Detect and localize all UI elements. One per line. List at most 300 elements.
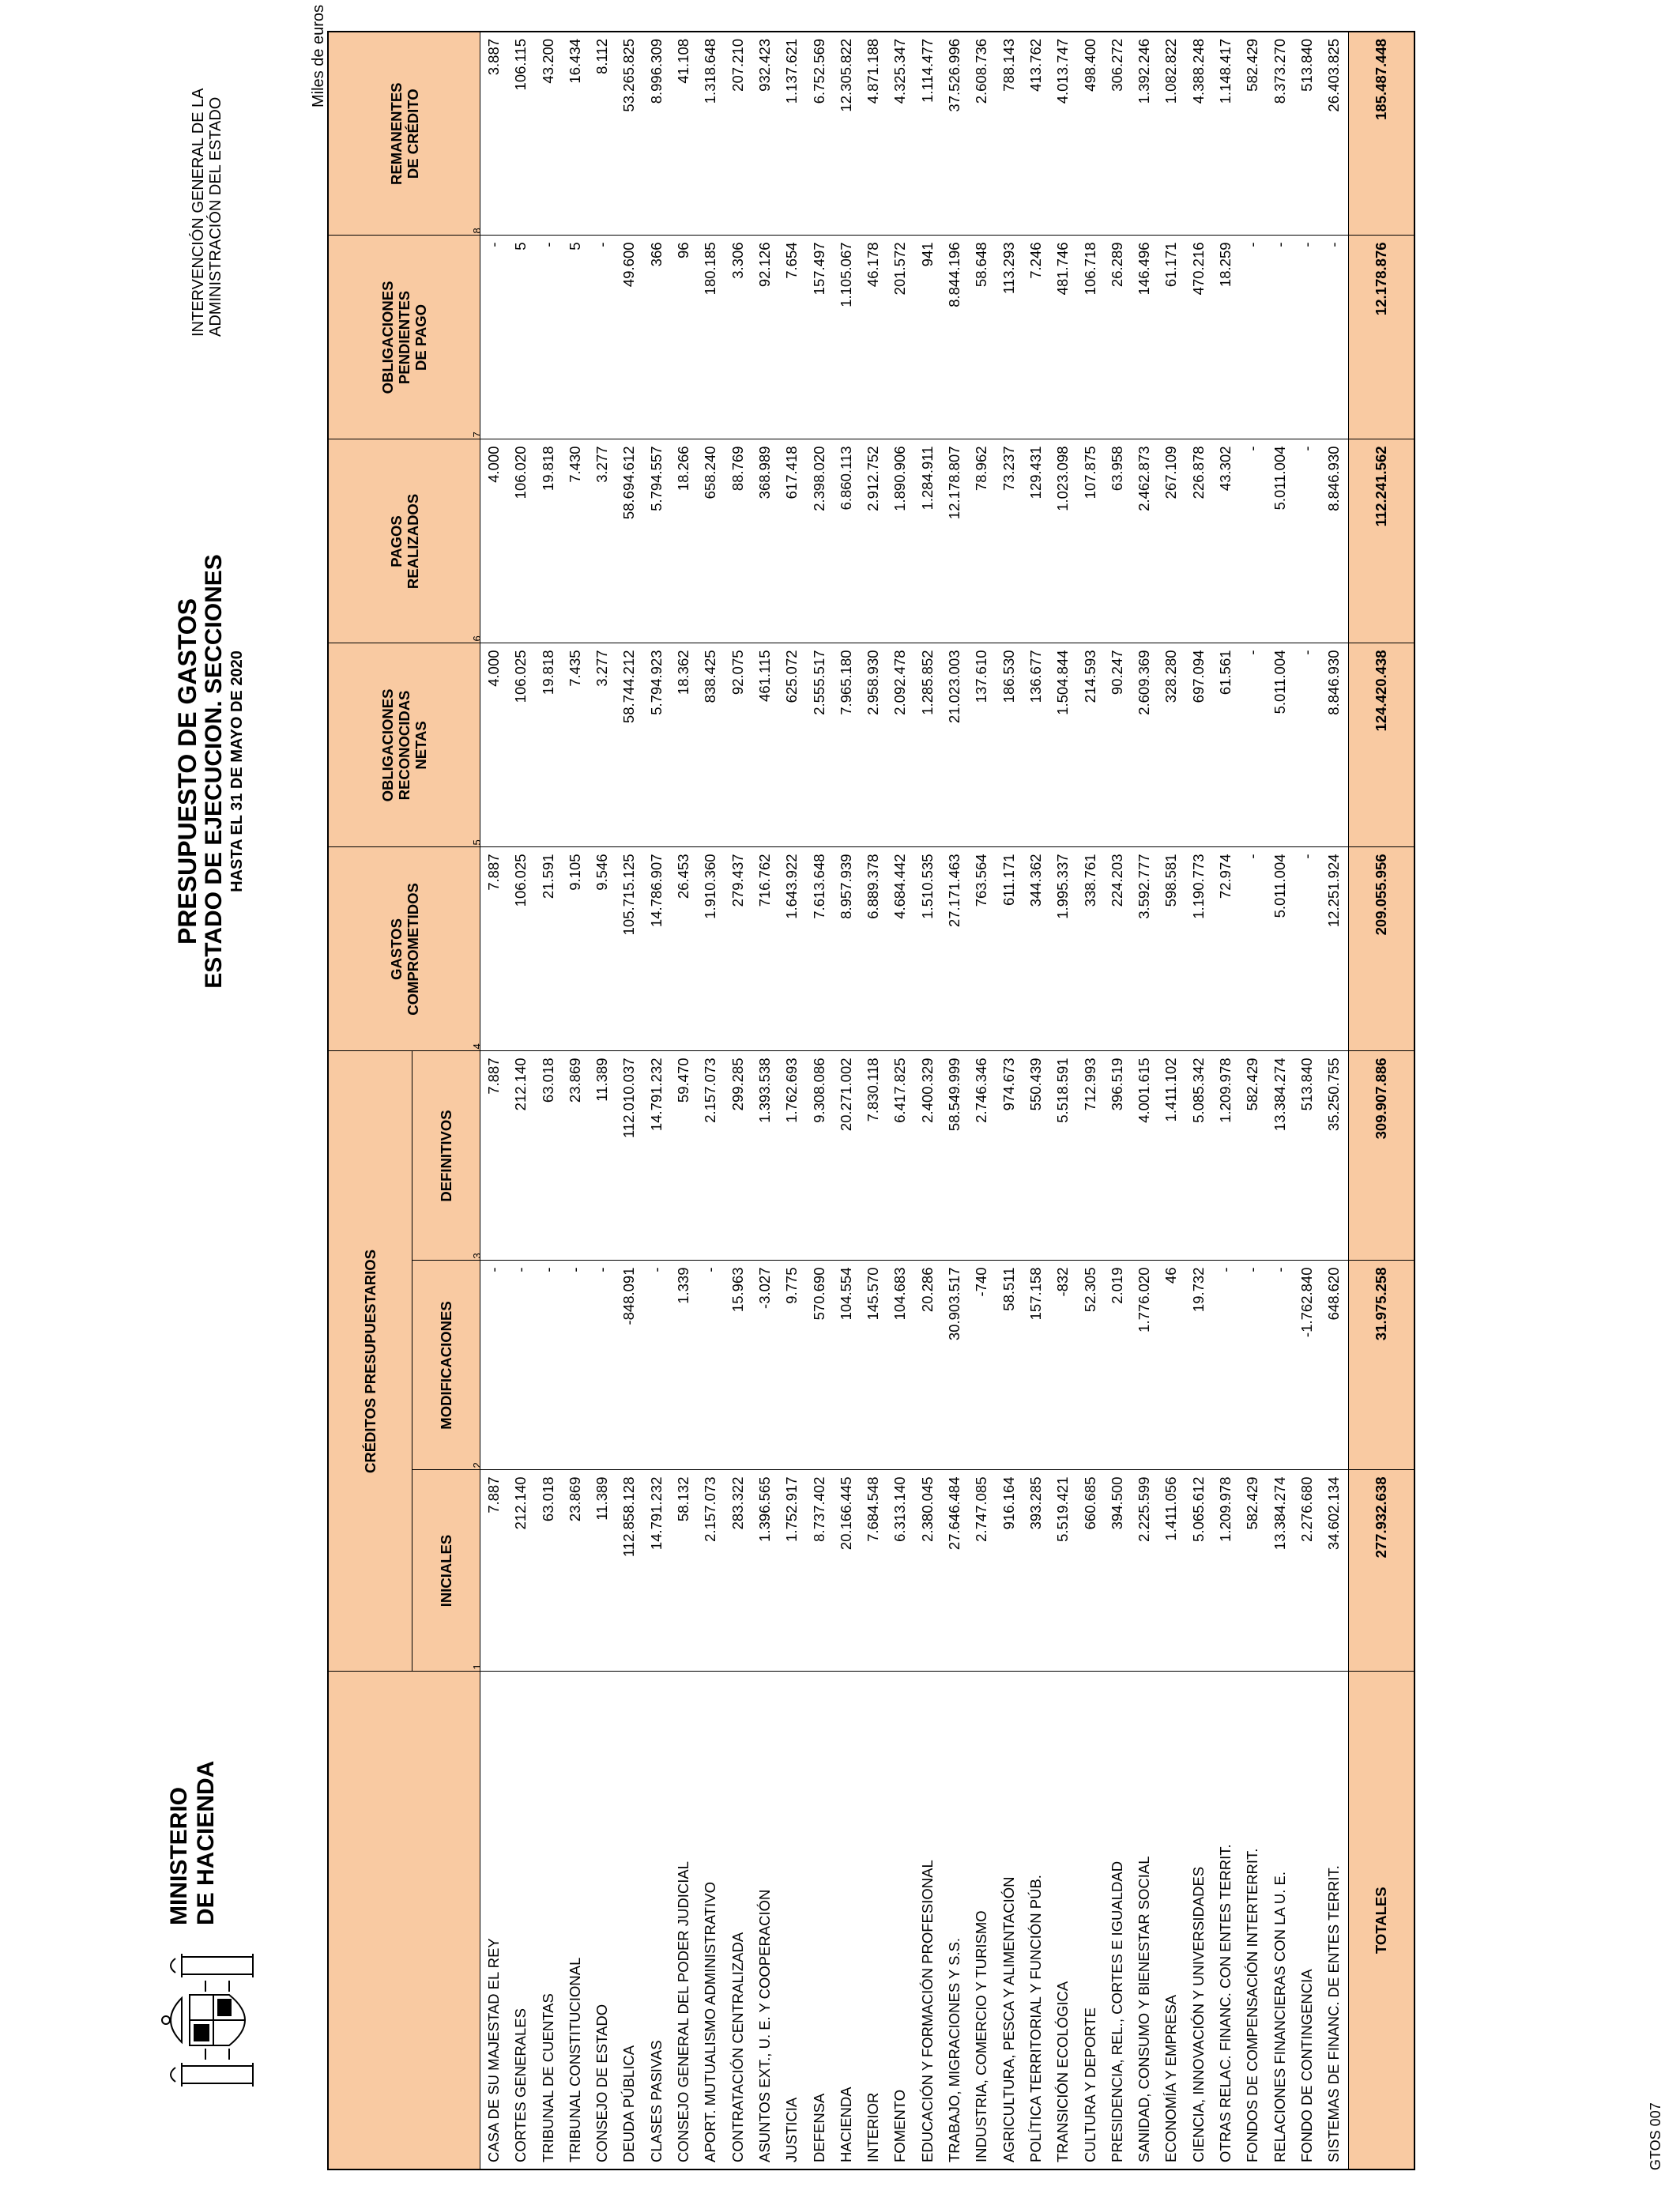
- cell-obligaciones-reconocidas: [833, 643, 860, 847]
- cell-modificaciones: [1320, 1261, 1348, 1470]
- section-name-text: INDUSTRIA, COMERCIO Y TURISMO: [973, 1910, 990, 2162]
- table-row: [887, 32, 913, 2169]
- cell-value: 53.265.825: [620, 38, 638, 112]
- cell-value: 106.718: [1081, 242, 1098, 296]
- cell-value: 2.225.599: [1136, 1476, 1153, 1542]
- cell-modificaciones: [833, 1261, 860, 1470]
- cell-value: 7.613.648: [810, 854, 827, 919]
- total-obligaciones-reconocidas: 124.420.438: [1348, 643, 1414, 847]
- cell-definitivos: [1212, 1051, 1239, 1261]
- cell-gastos-comprometidos: [1023, 847, 1049, 1051]
- cell-value: 14.791.232: [647, 1476, 665, 1551]
- cell-value: 5: [512, 242, 529, 251]
- cell-remanentes: [778, 32, 805, 236]
- cell-remanentes: [1267, 32, 1294, 236]
- cell-value: -: [1298, 446, 1315, 451]
- section-name-text: PRESIDENCIA, REL., CORTES E IGUALDAD: [1108, 1860, 1125, 2162]
- cell-value: 6.417.825: [891, 1057, 909, 1123]
- cell-value: -: [1244, 242, 1261, 247]
- cell-value: 941: [918, 242, 936, 267]
- cell-gastos-comprometidos: [996, 847, 1023, 1051]
- cell-obligaciones-pendientes: [996, 236, 1023, 439]
- cell-remanentes: [507, 32, 534, 236]
- cell-iniciales: [860, 1470, 887, 1672]
- cell-value: 12.178.807: [946, 446, 963, 520]
- total-modificaciones: 31.975.258: [1348, 1261, 1414, 1470]
- cell-value: 26.403.825: [1325, 38, 1343, 112]
- cell-remanentes: [562, 32, 589, 236]
- cell-value: -: [1271, 1267, 1288, 1272]
- cell-obligaciones-pendientes: [806, 236, 833, 439]
- section-name: [1212, 1672, 1239, 2169]
- cell-definitivos: [1023, 1051, 1049, 1261]
- cell-value: 19.732: [1189, 1267, 1207, 1313]
- cell-obligaciones-pendientes: [1049, 236, 1076, 439]
- table-row: [778, 32, 805, 2169]
- section-name: [1158, 1672, 1185, 2169]
- cell-value: 14.791.232: [647, 1057, 665, 1132]
- cell-obligaciones-pendientes: [941, 236, 968, 439]
- cell-value: 18.362: [675, 650, 692, 696]
- section-name-text: TRIBUNAL DE CUENTAS: [539, 1993, 556, 2162]
- table-row: [1239, 32, 1266, 2169]
- table-row: [643, 32, 670, 2169]
- cell-value: 1.995.337: [1054, 854, 1072, 919]
- cell-iniciales: [1131, 1470, 1158, 1672]
- cell-value: 11.389: [593, 1476, 611, 1521]
- column-number: 6: [471, 635, 483, 642]
- section-name: [1131, 1672, 1158, 2169]
- cell-obligaciones-reconocidas: [1294, 643, 1320, 847]
- cell-value: 582.429: [1244, 1057, 1261, 1111]
- cell-obligaciones-reconocidas: [778, 643, 805, 847]
- cell-obligaciones-reconocidas: [996, 643, 1023, 847]
- cell-definitivos: [751, 1051, 778, 1261]
- cell-remanentes: [1320, 32, 1348, 236]
- cell-obligaciones-reconocidas: [914, 643, 941, 847]
- cell-value: 1.396.565: [755, 1476, 773, 1542]
- cell-pagos-realizados: [1049, 439, 1076, 643]
- section-name-text: EDUCACIÓN Y FORMACIÓN PROFESIONAL: [918, 1860, 936, 2162]
- cell-definitivos: [1104, 1051, 1131, 1261]
- cell-iniciales: [996, 1470, 1023, 1672]
- section-name-text: CONSEJO DE ESTADO: [593, 2004, 611, 2162]
- header-modificaciones: MODIFICACIONES: [412, 1261, 480, 1470]
- report-date: HASTA EL 31 DE MAYO DE 2020: [228, 650, 246, 892]
- cell-definitivos: [778, 1051, 805, 1261]
- cell-gastos-comprometidos: [616, 847, 642, 1051]
- cell-value: 1.190.773: [1189, 854, 1207, 919]
- cell-remanentes: [1212, 32, 1239, 236]
- cell-value: -: [1244, 446, 1261, 451]
- cell-value: 598.581: [1162, 854, 1180, 907]
- cell-obligaciones-reconocidas: [1239, 643, 1266, 847]
- cell-value: 90.247: [1108, 650, 1125, 696]
- cell-obligaciones-pendientes: [1077, 236, 1104, 439]
- table-row: [562, 32, 589, 2169]
- cell-value: 7.246: [1026, 242, 1044, 279]
- cell-value: 58.549.999: [946, 1057, 963, 1132]
- cell-value: 2.747.085: [973, 1476, 990, 1542]
- cell-value: 2.276.680: [1298, 1476, 1315, 1542]
- cell-obligaciones-pendientes: [778, 236, 805, 439]
- cell-modificaciones: [643, 1261, 670, 1470]
- cell-value: 157.158: [1026, 1267, 1044, 1321]
- table-row: [1077, 32, 1104, 2169]
- report-title: PRESUPUESTO DE GASTOS: [173, 598, 202, 945]
- cell-iniciales: [1049, 1470, 1076, 1672]
- cell-modificaciones: [471, 1261, 508, 1470]
- cell-value: 5.011.004: [1271, 650, 1288, 714]
- cell-definitivos: [616, 1051, 642, 1261]
- cell-value: 660.685: [1081, 1476, 1098, 1530]
- header-oblig-line-3: NETAS: [412, 721, 429, 770]
- cell-pagos-realizados: [1212, 439, 1239, 643]
- cell-obligaciones-pendientes: [914, 236, 941, 439]
- column-number: 3: [471, 1253, 483, 1259]
- cell-obligaciones-reconocidas: [1077, 643, 1104, 847]
- cell-value: 394.500: [1108, 1476, 1125, 1530]
- cell-gastos-comprometidos: [1294, 847, 1320, 1051]
- cell-modificaciones: [1239, 1261, 1266, 1470]
- cell-value: 7.887: [485, 1057, 502, 1095]
- cell-obligaciones-reconocidas: [968, 643, 995, 847]
- cell-value: 712.993: [1081, 1057, 1098, 1111]
- cell-value: 368.989: [755, 446, 773, 499]
- section-name-text: SISTEMAS DE FINANC. DE ENTES TERRIT.: [1325, 1865, 1343, 2162]
- cell-remanentes: [996, 32, 1023, 236]
- cell-value: 9.308.086: [810, 1057, 827, 1123]
- header-section-name: [328, 1672, 480, 2169]
- cell-modificaciones: [1077, 1261, 1104, 1470]
- cell-value: 461.115: [755, 650, 773, 702]
- intervencion-header: [190, 88, 224, 337]
- cell-value: 11.389: [593, 1057, 611, 1102]
- cell-gastos-comprometidos: [887, 847, 913, 1051]
- cell-value: 5: [566, 242, 583, 251]
- cell-gastos-comprometidos: [1049, 847, 1076, 1051]
- cell-pagos-realizados: [751, 439, 778, 643]
- cell-remanentes: [471, 32, 508, 236]
- cell-pagos-realizados: [1239, 439, 1266, 643]
- section-name: [1077, 1672, 1104, 2169]
- cell-value: 3.277: [593, 650, 611, 687]
- cell-value: 8.737.402: [810, 1476, 827, 1542]
- cell-gastos-comprometidos: [914, 847, 941, 1051]
- section-name: [1239, 1672, 1266, 2169]
- section-name-text: CIENCIA, INNOVACIÓN Y UNIVERSIDADES: [1189, 1866, 1207, 2162]
- cell-modificaciones: [1267, 1261, 1294, 1470]
- cell-value: 26.453: [675, 854, 692, 899]
- cell-gastos-comprometidos: [1320, 847, 1348, 1051]
- cell-value: 8.373.270: [1271, 38, 1288, 104]
- cell-modificaciones: [1131, 1261, 1158, 1470]
- cell-pagos-realizados: [968, 439, 995, 643]
- cell-value: 6.889.378: [864, 854, 882, 919]
- cell-iniciales: [1320, 1470, 1348, 1672]
- cell-value: 1.504.844: [1054, 650, 1072, 715]
- cell-pagos-realizados: [778, 439, 805, 643]
- cell-pagos-realizados: [616, 439, 642, 643]
- cell-obligaciones-pendientes: [833, 236, 860, 439]
- cell-gastos-comprometidos: [1185, 847, 1212, 1051]
- cell-value: -832: [1054, 1267, 1072, 1297]
- section-name: [1049, 1672, 1076, 2169]
- cell-modificaciones: [778, 1261, 805, 1470]
- cell-pagos-realizados: [996, 439, 1023, 643]
- cell-gastos-comprometidos: [1104, 847, 1131, 1051]
- cell-value: 5.011.004: [1271, 446, 1288, 511]
- cell-gastos-comprometidos: [507, 847, 534, 1051]
- cell-obligaciones-reconocidas: [535, 643, 562, 847]
- cell-obligaciones-reconocidas: [697, 643, 724, 847]
- cell-obligaciones-reconocidas: [1023, 643, 1049, 847]
- cell-value: 214.593: [1081, 650, 1098, 703]
- cell-pagos-realizados: [670, 439, 697, 643]
- section-name-text: POLÍTICA TERRITORIAL Y FUNCIÓN PÚB.: [1026, 1875, 1044, 2162]
- cell-value: 13.384.274: [1271, 1476, 1288, 1551]
- cell-value: 15.963: [729, 1267, 746, 1313]
- cell-pagos-realizados: [471, 439, 508, 643]
- cell-remanentes: [1239, 32, 1266, 236]
- cell-remanentes: [833, 32, 860, 236]
- cell-value: 145.570: [864, 1267, 882, 1321]
- cell-obligaciones-pendientes: [1104, 236, 1131, 439]
- cell-modificaciones: [806, 1261, 833, 1470]
- cell-value: 61.171: [1162, 242, 1180, 288]
- cell-iniciales: [1023, 1470, 1049, 1672]
- cell-iniciales: [806, 1470, 833, 1672]
- header-pend-line-2: PENDIENTES: [396, 290, 412, 385]
- section-name-text: TRABAJO, MIGRACIONES Y S.S.: [946, 1937, 963, 2162]
- cell-value: 12.251.924: [1325, 854, 1343, 928]
- section-name: [507, 1672, 534, 2169]
- cell-obligaciones-reconocidas: [471, 643, 508, 847]
- cell-remanentes: [1049, 32, 1076, 236]
- total-remanentes: 185.487.448: [1348, 32, 1414, 236]
- cell-iniciales: [887, 1470, 913, 1672]
- cell-obligaciones-pendientes: [725, 236, 751, 439]
- units-label: Miles de euros: [310, 4, 327, 107]
- cell-value: -: [1244, 650, 1261, 655]
- cell-value: 19.818: [539, 650, 556, 696]
- cell-value: 3.306: [729, 242, 746, 279]
- cell-pagos-realizados: [562, 439, 589, 643]
- header-pend-line-1: OBLIGACIONES: [379, 281, 396, 394]
- cell-value: 112.010.037: [620, 1057, 638, 1138]
- cell-value: 611.171: [1000, 854, 1017, 906]
- column-number: 2: [471, 1462, 483, 1468]
- table-row: [725, 32, 751, 2169]
- cell-obligaciones-pendientes: [1212, 236, 1239, 439]
- cell-modificaciones: [1185, 1261, 1212, 1470]
- section-name-text: JUSTICIA: [783, 2097, 800, 2162]
- cell-value: -: [1298, 854, 1315, 859]
- section-name: [914, 1672, 941, 2169]
- cell-value: 78.962: [973, 446, 990, 492]
- cell-iniciales: [1212, 1470, 1239, 1672]
- cell-value: 58.511: [1000, 1267, 1017, 1311]
- column-number: 4: [471, 1043, 483, 1050]
- cell-obligaciones-pendientes: [1131, 236, 1158, 439]
- cell-value: 201.572: [891, 242, 909, 296]
- cell-value: 37.526.996: [946, 38, 963, 112]
- table-row: [589, 32, 616, 2169]
- cell-obligaciones-pendientes: [1185, 236, 1212, 439]
- cell-definitivos: [996, 1051, 1023, 1261]
- cell-value: 3.887: [485, 38, 502, 76]
- cell-value: 113.293: [1000, 242, 1017, 294]
- cell-value: 27.646.484: [946, 1476, 963, 1551]
- cell-iniciales: [778, 1470, 805, 1672]
- cell-pagos-realizados: [1158, 439, 1185, 643]
- cell-value: 58.744.212: [620, 650, 638, 724]
- cell-value: 1.510.535: [918, 854, 936, 919]
- cell-value: 7.965.180: [837, 650, 854, 715]
- cell-modificaciones: [507, 1261, 534, 1470]
- column-number: 5: [471, 839, 483, 846]
- cell-modificaciones: [914, 1261, 941, 1470]
- cell-value: 61.561: [1217, 650, 1234, 696]
- cell-gastos-comprometidos: [1077, 847, 1104, 1051]
- total-pagos-realizados: 112.241.562: [1348, 439, 1414, 643]
- cell-value: 481.746: [1054, 242, 1072, 296]
- cell-value: 92.075: [729, 650, 746, 696]
- cell-value: 19.818: [539, 446, 556, 492]
- section-name: [778, 1672, 805, 2169]
- cell-obligaciones-reconocidas: [860, 643, 887, 847]
- cell-value: 5.065.612: [1189, 1476, 1207, 1542]
- cell-value: 279.437: [729, 854, 746, 907]
- cell-value: 20.286: [918, 1267, 936, 1313]
- cell-iniciales: [471, 1470, 508, 1672]
- cell-obligaciones-pendientes: [1158, 236, 1185, 439]
- cell-value: 18.266: [675, 446, 692, 492]
- cell-value: 570.690: [810, 1267, 827, 1321]
- cell-obligaciones-pendientes: [887, 236, 913, 439]
- cell-iniciales: [1267, 1470, 1294, 1672]
- cell-modificaciones: [562, 1261, 589, 1470]
- report-subtitle: ESTADO DE EJECUCION. SECCIONES: [201, 554, 227, 989]
- section-name: [616, 1672, 642, 2169]
- cell-value: 4.871.188: [864, 38, 882, 104]
- cell-value: -: [1244, 1267, 1261, 1272]
- cell-value: 59.470: [675, 1057, 692, 1103]
- cell-definitivos: [535, 1051, 562, 1261]
- cell-value: 1.023.098: [1054, 446, 1072, 511]
- cell-value: 6.752.569: [810, 38, 827, 104]
- cell-value: 212.140: [512, 1476, 529, 1530]
- cell-value: 1.890.906: [891, 446, 909, 511]
- cell-value: 366: [647, 242, 665, 267]
- cell-value: 58.132: [675, 1476, 692, 1522]
- cell-value: 5.794.923: [647, 650, 665, 715]
- cell-obligaciones-pendientes: [643, 236, 670, 439]
- section-name: [480, 1672, 508, 2169]
- cell-value: 104.554: [837, 1267, 854, 1321]
- cell-obligaciones-pendientes: [1320, 236, 1348, 439]
- cell-value: -: [566, 1267, 583, 1272]
- cell-value: 5.011.004: [1271, 854, 1288, 918]
- cell-obligaciones-reconocidas: [1049, 643, 1076, 847]
- column-number: 7: [471, 432, 483, 438]
- cell-gastos-comprometidos: [1239, 847, 1266, 1051]
- intervencion-line-1: INTERVENCIÓN GENERAL DE LA: [190, 88, 207, 337]
- cell-value: 186.530: [1000, 650, 1017, 703]
- table-row: [535, 32, 562, 2169]
- cell-value: 2.092.478: [891, 650, 909, 715]
- cell-value: 34.602.134: [1325, 1476, 1343, 1551]
- cell-remanentes: [725, 32, 751, 236]
- cell-iniciales: [1185, 1470, 1212, 1672]
- cell-remanentes: [589, 32, 616, 236]
- cell-value: 4.000: [485, 650, 502, 687]
- section-name: [1267, 1672, 1294, 2169]
- cell-obligaciones-pendientes: [1294, 236, 1320, 439]
- cell-value: 20.166.445: [837, 1476, 854, 1551]
- cell-iniciales: [1158, 1470, 1185, 1672]
- table-row: [1049, 32, 1076, 2169]
- cell-value: 4.000: [485, 446, 502, 483]
- table-row: [751, 32, 778, 2169]
- cell-pagos-realizados: [1104, 439, 1131, 643]
- cell-value: 9.546: [593, 854, 611, 891]
- cell-value: 617.418: [783, 446, 800, 499]
- table-row: [1023, 32, 1049, 2169]
- cell-value: 7.830.118: [864, 1057, 882, 1122]
- header-gastos-line-2: COMPROMETIDOS: [404, 883, 421, 1016]
- cell-value: 104.683: [891, 1267, 909, 1321]
- table-row: [941, 32, 968, 2169]
- cell-value: 224.203: [1108, 854, 1125, 907]
- cell-value: 582.429: [1244, 1476, 1261, 1530]
- cell-value: 23.869: [566, 1057, 583, 1103]
- cell-obligaciones-reconocidas: [507, 643, 534, 847]
- cell-value: 21.591: [539, 854, 556, 899]
- table-row: [1320, 32, 1348, 2169]
- cell-value: 63.018: [539, 1057, 556, 1103]
- cell-value: 207.210: [729, 38, 746, 92]
- table-row: [1104, 32, 1131, 2169]
- cell-gastos-comprometidos: [778, 847, 805, 1051]
- section-name-text: TRIBUNAL CONSTITUCIONAL: [566, 1957, 583, 2162]
- cell-value: 8.844.196: [946, 242, 963, 307]
- table-row: [507, 32, 534, 2169]
- cell-gastos-comprometidos: [941, 847, 968, 1051]
- table-body: [471, 32, 1349, 2169]
- cell-obligaciones-pendientes: [535, 236, 562, 439]
- cell-value: -: [512, 1267, 529, 1272]
- cell-value: 1.105.067: [837, 242, 854, 307]
- cell-definitivos: [670, 1051, 697, 1261]
- cell-value: 7.654: [783, 242, 800, 279]
- cell-value: 328.280: [1162, 650, 1180, 703]
- cell-value: 2.380.045: [918, 1476, 936, 1542]
- coat-of-arms-icon: [158, 1949, 269, 2091]
- cell-value: 5.518.591: [1054, 1057, 1072, 1123]
- header-iniciales: INICIALES: [412, 1470, 480, 1672]
- cell-value: 52.305: [1081, 1267, 1098, 1313]
- section-name-text: CONSEJO GENERAL DEL PODER JUDICIAL: [675, 1860, 692, 2162]
- section-name-text: FOMENTO: [891, 2089, 909, 2162]
- section-name-text: CLASES PASIVAS: [647, 2040, 665, 2162]
- cell-value: 106.025: [512, 650, 529, 703]
- totals-row: [1348, 32, 1414, 2169]
- column-number: 8: [471, 228, 483, 234]
- cell-value: 916.164: [1000, 1476, 1017, 1530]
- table-row: [1158, 32, 1185, 2169]
- cell-pagos-realizados: [697, 439, 724, 643]
